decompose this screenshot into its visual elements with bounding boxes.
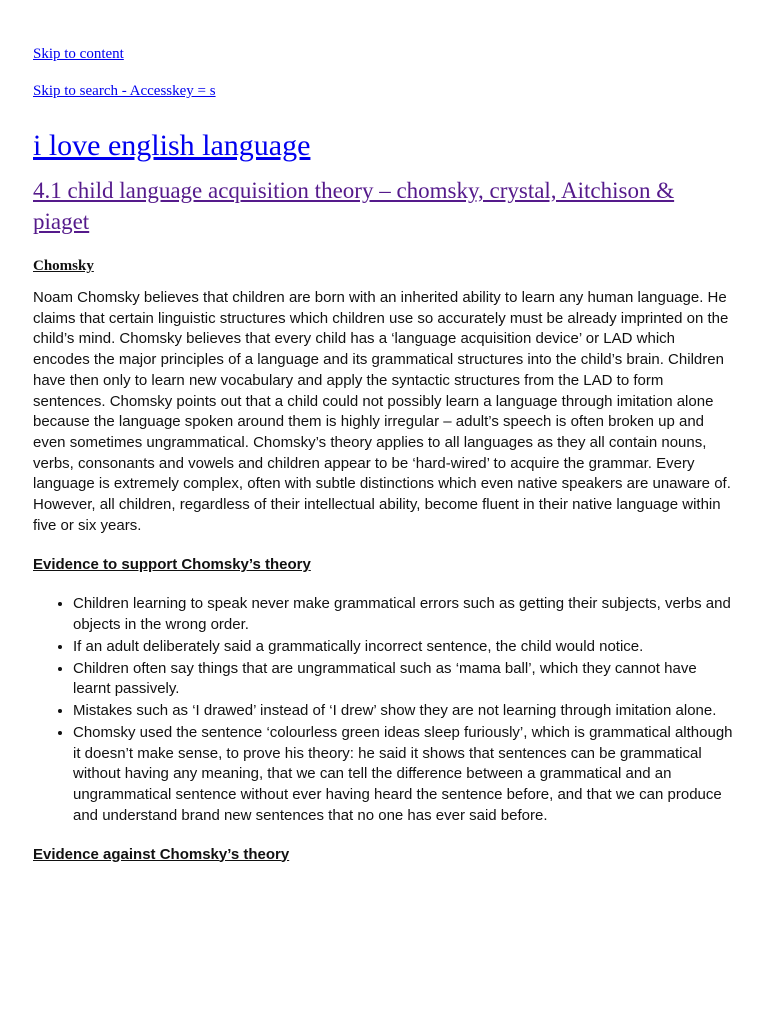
body-paragraph: Noam Chomsky believes that children are born with an inherited ability to learn any human language. He claims that certain linguistic structures which children use so accurately must be already imprinted on the child’s mind. Chomsky believes that every child has a ‘language acquisition device’ or LAD which encodes the major principles of a language and its grammatical structures into the child’s brain. Children have then only to learn new vocabulary and apply the syntactic structures from the LAD to form sentences. Chomsky points out that a child could not possibly learn a language through imitation alone because the language spoken around them is highly irregular – adult’s speech is often broken up and even sometimes ungrammatical. Chomsky’s theory applies to all languages as they all contain nouns, verbs, consonants and vowels and children appear to be ‘hard-wired’ to acquire the grammar. Every language is extremely complex, often with subtle distinctions which even native speakers are unaware of. However, all children, regardless of their intellectual ability, become fluent in their native language within five or six years. [33, 289, 731, 534]
section-heading-chomsky: Chomsky [33, 258, 94, 274]
skip-to-content-link[interactable]: Skip to content [33, 46, 124, 62]
against-evidence-heading: Evidence against Chomsky’s theory [33, 845, 290, 863]
list-item: • If an adult deliberately said a grammatically incorrect sentence, the child would notice. [73, 637, 735, 658]
site-title-link[interactable]: i love english language [33, 129, 311, 162]
support-evidence-list [33, 594, 735, 826]
post-title [33, 175, 735, 237]
post-title-link[interactable]: 4.1 child language acquisition theory – chomsky, crystal, Aitchison & piaget [33, 178, 675, 234]
skip-to-search-link[interactable]: Skip to search - Accesskey = s [33, 83, 216, 99]
site-title [33, 128, 735, 164]
list-item: • Chomsky used the sentence ‘colourless green ideas sleep furiously’, which is grammatical although it doesn’t make sense, to prove his theory: he said it shows that sentences can be grammatical without having any meaning, that we can tell the difference between a grammatical and an ungrammatical sentence without ever having heard the sentence before, and that we can produce and understand brand new sentences that no one has ever said before. [73, 723, 735, 827]
support-evidence-heading: Evidence to support Chomsky’s theory [33, 556, 311, 574]
list-item: • Mistakes such as ‘I drawed’ instead of ‘I drew’ show they are not learning through imitation alone. [73, 701, 735, 722]
list-item: • Children often say things that are ungrammatical such as ‘mama ball’, which they cannot have learnt passively. [73, 659, 735, 700]
list-item: • Children learning to speak never make grammatical errors such as getting their subjects, verbs and objects in the wrong order. [73, 594, 735, 635]
